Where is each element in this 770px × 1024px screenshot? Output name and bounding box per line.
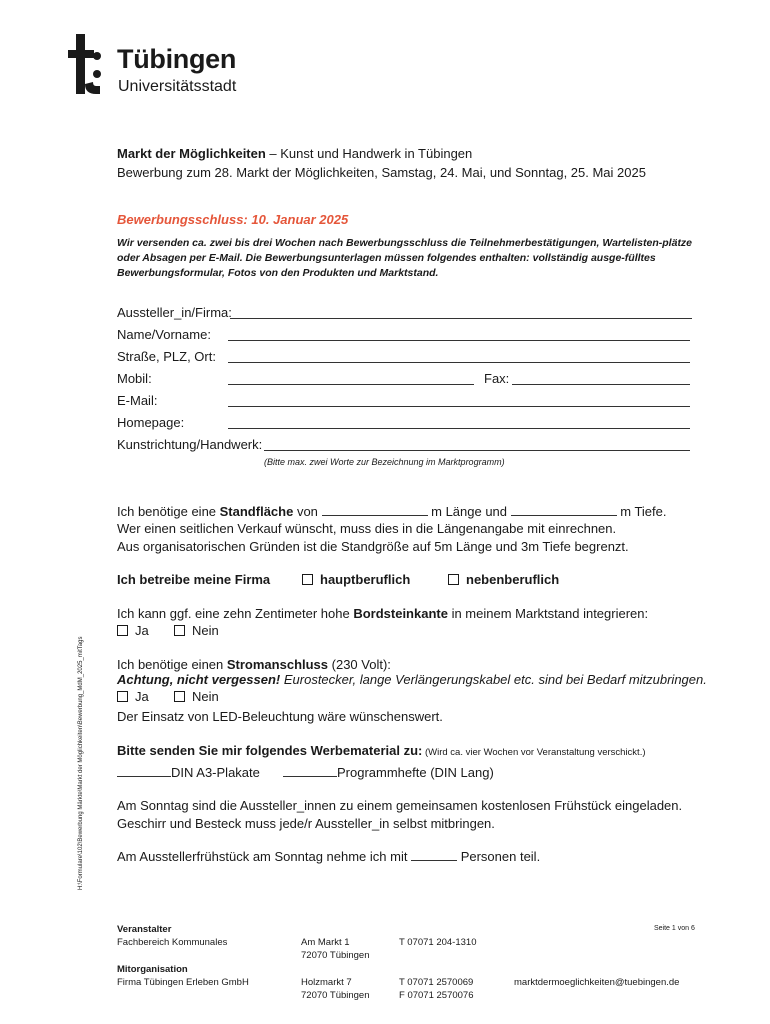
stand-e: m Tiefe. bbox=[616, 504, 667, 519]
werbe-hefte bbox=[283, 765, 494, 780]
field-plakate[interactable] bbox=[117, 766, 171, 777]
fruehstueck-a: Am Ausstellerfrühstück am Sonntag nehme ich mit bbox=[117, 849, 412, 864]
footer-addr2a: Holzmarkt 7 bbox=[301, 977, 352, 988]
kunst-hint: (Bitte max. zwei Worte zur Bezeichnung im Marktprogramm) bbox=[264, 457, 505, 467]
strom-b: Stromanschluss bbox=[226, 657, 329, 672]
option-bord-ja[interactable] bbox=[117, 623, 149, 638]
field-fax[interactable] bbox=[512, 384, 690, 385]
stand-c: von bbox=[293, 504, 322, 519]
werbe-bold: Bitte senden Sie mir folgendes Werbematerial zu: bbox=[117, 743, 423, 758]
label-aussteller: Aussteller_in/Firma: bbox=[117, 305, 232, 320]
logo-subtitle: Universitätsstadt bbox=[118, 78, 237, 95]
bord-question bbox=[117, 606, 648, 621]
label-kunst: Kunstrichtung/Handwerk: bbox=[117, 437, 263, 452]
option-hauptberuflich[interactable] bbox=[302, 572, 410, 587]
field-aussteller[interactable] bbox=[230, 318, 692, 319]
label-email: E-Mail: bbox=[117, 393, 158, 408]
footer-fachbereich: Fachbereich Kommunales bbox=[117, 937, 228, 948]
label-strom-nein: Nein bbox=[192, 689, 219, 704]
field-hefte[interactable] bbox=[283, 766, 337, 777]
document-title bbox=[117, 146, 472, 161]
checkbox-bord-ja[interactable] bbox=[117, 625, 128, 636]
option-strom-ja[interactable] bbox=[117, 689, 149, 704]
werbe-note: (Wird ca. vier Wochen vor Veranstaltung verschickt.) bbox=[422, 747, 646, 758]
label-strasse: Straße, PLZ, Ort: bbox=[117, 349, 216, 364]
footer-tel1: T 07071 204-1310 bbox=[399, 937, 477, 948]
label-plakate: DIN A3-Plakate bbox=[171, 765, 260, 780]
field-laenge[interactable] bbox=[322, 505, 428, 516]
stand-a: Ich benötige eine bbox=[117, 504, 220, 519]
strom-question bbox=[117, 657, 391, 672]
deadline: Bewerbungsschluss: 10. Januar 2025 bbox=[117, 212, 349, 227]
tuebingen-logo-icon bbox=[66, 34, 106, 99]
option-bord-nein[interactable] bbox=[174, 623, 219, 638]
werbe-label bbox=[117, 743, 646, 758]
label-bord-nein: Nein bbox=[192, 623, 219, 638]
strom-warning bbox=[117, 672, 707, 687]
bord-a: Ich kann ggf. eine zehn Zentimeter hohe bbox=[117, 606, 354, 621]
intro-text: Wir versenden ca. zwei bis drei Wochen nach Bewerbungsschluss die Teilnehmerbestätigungen, Wartelisten-plätze oder Absagen per E-Mail. Die Bewerbungsunterlagen müssen folgendes enthalten: vollständig ausge-fülltes Bewerbungsformular, Fotos von den Produkten und Marktstand. bbox=[117, 237, 693, 279]
title-rest: – Kunst und Handwerk in Tübingen bbox=[265, 146, 473, 161]
label-mobil: Mobil: bbox=[117, 371, 152, 386]
field-mobil[interactable] bbox=[228, 384, 474, 385]
checkbox-strom-ja[interactable] bbox=[117, 691, 128, 702]
field-email[interactable] bbox=[228, 406, 690, 407]
checkbox-strom-nein[interactable] bbox=[174, 691, 185, 702]
footer-addr2b: 72070 Tübingen bbox=[301, 990, 370, 1001]
title-bold: Markt der Möglichkeiten bbox=[117, 146, 266, 161]
stand-line3: Aus organisatorischen Gründen ist die Standgröße auf 5m Länge und 3m Tiefe begrenzt. bbox=[117, 539, 629, 554]
label-fax: Fax: bbox=[484, 371, 510, 386]
bord-c: in meinem Marktstand integrieren: bbox=[447, 606, 649, 621]
strom-c: (230 Volt): bbox=[328, 657, 391, 672]
field-kunst[interactable] bbox=[264, 450, 690, 451]
footer-firma: Firma Tübingen Erleben GmbH bbox=[117, 977, 249, 988]
logo-title: Tübingen bbox=[117, 44, 237, 74]
stand-b: Standfläche bbox=[219, 504, 294, 519]
label-name: Name/Vorname: bbox=[117, 327, 211, 342]
field-strasse[interactable] bbox=[228, 362, 690, 363]
footer-tel2: T 07071 2570069 bbox=[399, 977, 474, 988]
field-homepage[interactable] bbox=[228, 428, 690, 429]
strom-warn-rest: Eurostecker, lange Verlängerungskabel etc. sind bei Bedarf mitzubringen. bbox=[280, 672, 707, 687]
option-strom-nein[interactable] bbox=[174, 689, 219, 704]
stand-line1 bbox=[117, 504, 667, 519]
field-tiefe[interactable] bbox=[511, 505, 617, 516]
fruehstueck-line3 bbox=[117, 849, 540, 864]
stand-line2: Wer einen seitlichen Verkauf wünscht, muss dies in die Längenangabe mit einrechnen. bbox=[117, 521, 617, 536]
strom-warn-bold: Achtung, nicht vergessen! bbox=[117, 672, 281, 687]
label-strom-ja: Ja bbox=[135, 689, 149, 704]
fruehstueck-line2: Geschirr und Besteck muss jede/r Aussteller_in selbst mitbringen. bbox=[117, 816, 495, 831]
label-hauptberuflich: hauptberuflich bbox=[320, 572, 411, 587]
field-name[interactable] bbox=[228, 340, 690, 341]
label-hefte: Programmhefte (DIN Lang) bbox=[337, 765, 494, 780]
strom-a: Ich benötige einen bbox=[117, 657, 227, 672]
label-homepage: Homepage: bbox=[117, 415, 185, 430]
footer-addr1a: Am Markt 1 bbox=[301, 937, 350, 948]
footer-email-link[interactable]: marktdermoeglichkeiten@tuebingen.de bbox=[514, 977, 680, 988]
field-personen[interactable] bbox=[411, 850, 457, 861]
led-note: Der Einsatz von LED-Beleuchtung wäre wünschenswert. bbox=[117, 709, 443, 724]
option-nebenberuflich[interactable] bbox=[448, 572, 559, 587]
fruehstueck-line1: Am Sonntag sind die Aussteller_innen zu einem gemeinsamen kostenlosen Frühstück eingeladen. bbox=[117, 798, 683, 813]
bord-b: Bordsteinkante bbox=[353, 606, 448, 621]
file-path: H:\Formulare\102\Bewerbung Märkte\Markt der Möglichkeiten\Bewerbung_MdM_2025_mitTags bbox=[78, 636, 84, 890]
footer-veranstalter: Veranstalter bbox=[117, 924, 172, 935]
footer-addr1b: 72070 Tübingen bbox=[301, 950, 370, 961]
werbe-plakate bbox=[117, 765, 260, 780]
checkbox-nebenberuflich[interactable] bbox=[448, 574, 459, 585]
checkbox-hauptberuflich[interactable] bbox=[302, 574, 313, 585]
label-bord-ja: Ja bbox=[135, 623, 149, 638]
document-subtitle: Bewerbung zum 28. Markt der Möglichkeiten, Samstag, 24. Mai, und Sonntag, 25. Mai 2025 bbox=[117, 165, 646, 180]
footer-fax2: F 07071 2570076 bbox=[399, 990, 474, 1001]
label-nebenberuflich: nebenberuflich bbox=[466, 572, 560, 587]
checkbox-bord-nein[interactable] bbox=[174, 625, 185, 636]
page-number: Seite 1 von 6 bbox=[654, 925, 695, 932]
betrieb-label: Ich betreibe meine Firma bbox=[117, 572, 271, 587]
stand-d: m Länge und bbox=[427, 504, 511, 519]
fruehstueck-b: Personen teil. bbox=[457, 849, 541, 864]
footer-mitorg: Mitorganisation bbox=[117, 964, 188, 975]
